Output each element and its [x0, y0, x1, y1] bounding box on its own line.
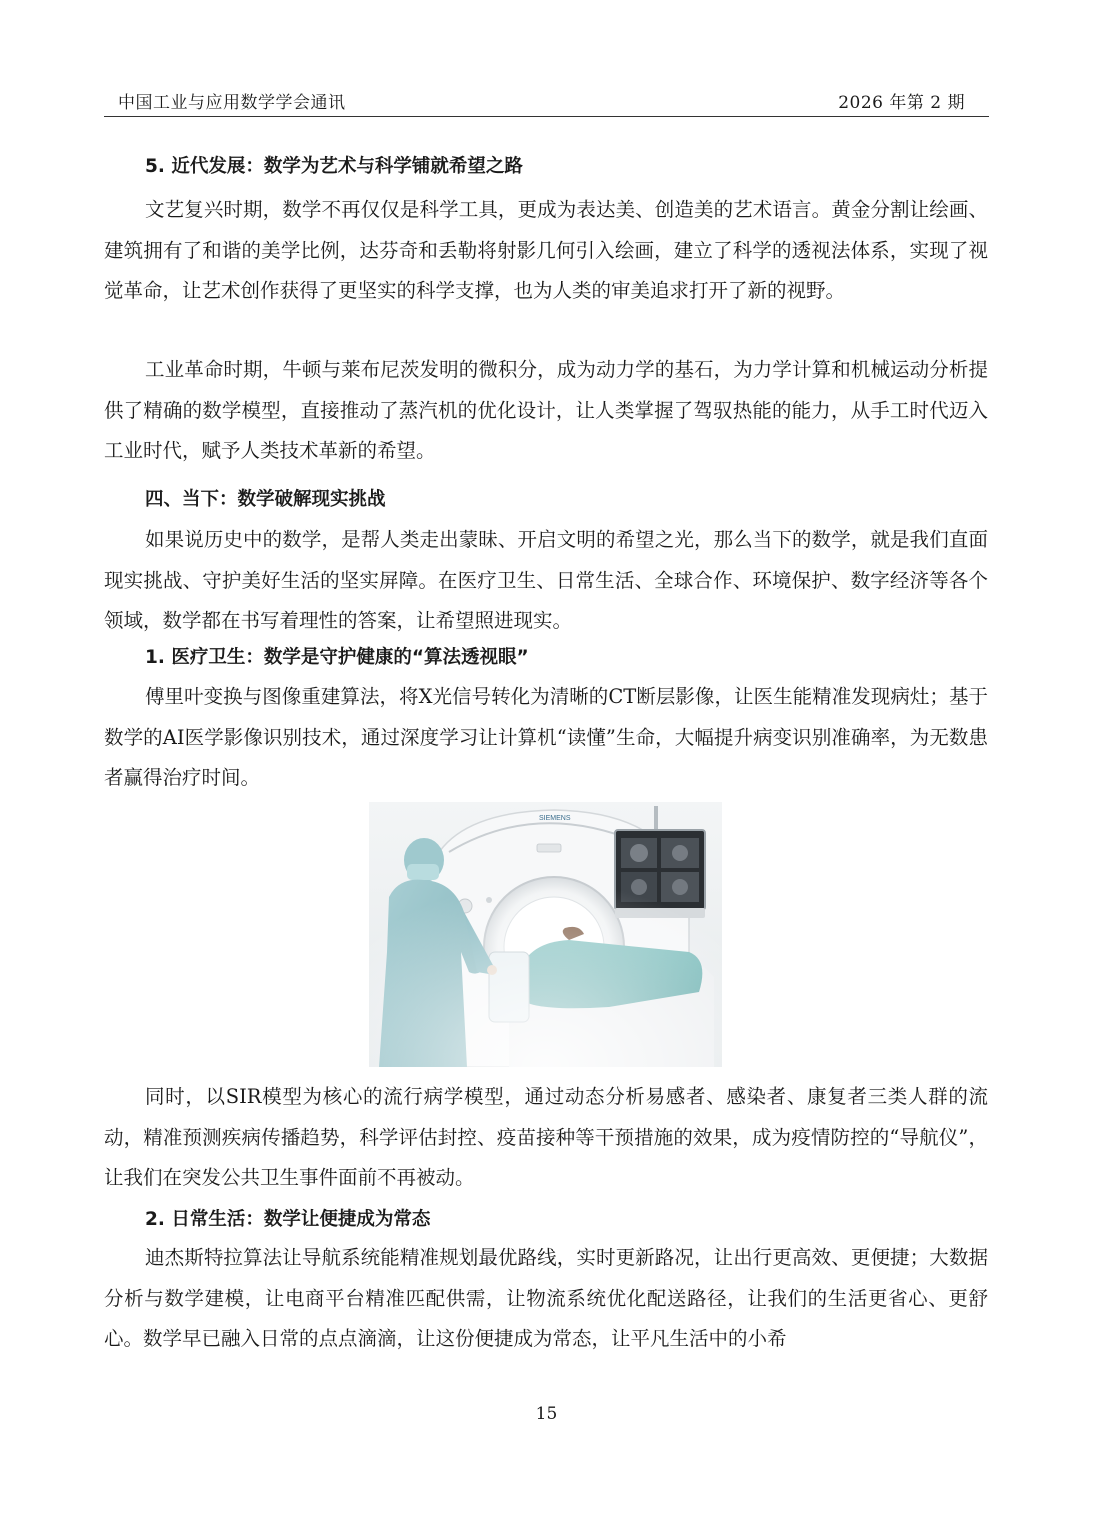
section-4-2-paragraph-1: 迪杰斯特拉算法让导航系统能精准规划最优路线，实时更新路况，让出行更高效、更便捷；大数据分析与数学建模，让电商平台精准匹配供需，让物流系统优化配送路径，让我们的生活更省心、更舒心。数学早已融入日常的点点滴滴，让这份便捷成为常态，让平凡生活中的小希 — [104, 1246, 988, 1350]
ct-scanner-photo — [369, 802, 722, 1067]
section-5-heading: 5. 近代发展：数学为艺术与科学铺就希望之路 — [145, 156, 523, 177]
issue-label: 2026 年第 2 期 — [838, 93, 965, 113]
ct-scanner-illustration — [369, 802, 722, 1067]
section-4-1-paragraph-1: 傅里叶变换与图像重建算法，将X光信号转化为清晰的CT断层影像，让医生能精准发现病灶；基于数学的AI医学影像识别技术，通过深度学习让计算机“读懂”生命，大幅提升病变识别准确率，为无数患者赢得治疗时间。 — [104, 685, 988, 789]
section-4-1-paragraph-2: 同时，以SIR模型为核心的流行病学模型，通过动态分析易感者、感染者、康复者三类人群的流动，精准预测疾病传播趋势，科学评估封控、疫苗接种等干预措施的效果，成为疫情防控的“导航仪”，让我们在突发公共卫生事件面前不再被动。 — [104, 1085, 988, 1189]
header-rule — [104, 116, 989, 117]
section-4-2-heading: 2. 日常生活：数学让便捷成为常态 — [145, 1209, 431, 1230]
section-4-1-heading: 1. 医疗卫生：数学是守护健康的“算法透视眼” — [145, 647, 529, 668]
section-5-paragraph-1: 文艺复兴时期，数学不再仅仅是科学工具，更成为表达美、创造美的艺术语言。黄金分割让绘画、建筑拥有了和谐的美学比例，达芬奇和丢勒将射影几何引入绘画，建立了科学的透视法体系，实现了视觉革命，让艺术创作获得了更坚实的科学支撑，也为人类的审美追求打开了新的视野。 — [104, 198, 988, 302]
section-5-paragraph-2: 工业革命时期，牛顿与莱布尼茨发明的微积分，成为动力学的基石，为力学计算和机械运动分析提供了精确的数学模型，直接推动了蒸汽机的优化设计，让人类掌握了驾驭热能的能力，从手工时代迈入工业时代，赋予人类技术革新的希望。 — [104, 358, 988, 462]
journal-title: 中国工业与应用数学学会通讯 — [118, 93, 346, 113]
page-number: 15 — [535, 1404, 558, 1424]
section-4-paragraph-1: 如果说历史中的数学，是帮人类走出蒙昧、开启文明的希望之光，那么当下的数学，就是我们直面现实挑战、守护美好生活的坚实屏障。在医疗卫生、日常生活、全球合作、环境保护、数字经济等各个领域，数学都在书写着理性的答案，让希望照进现实。 — [104, 528, 988, 632]
section-4-heading: 四、当下：数学破解现实挑战 — [145, 489, 386, 510]
